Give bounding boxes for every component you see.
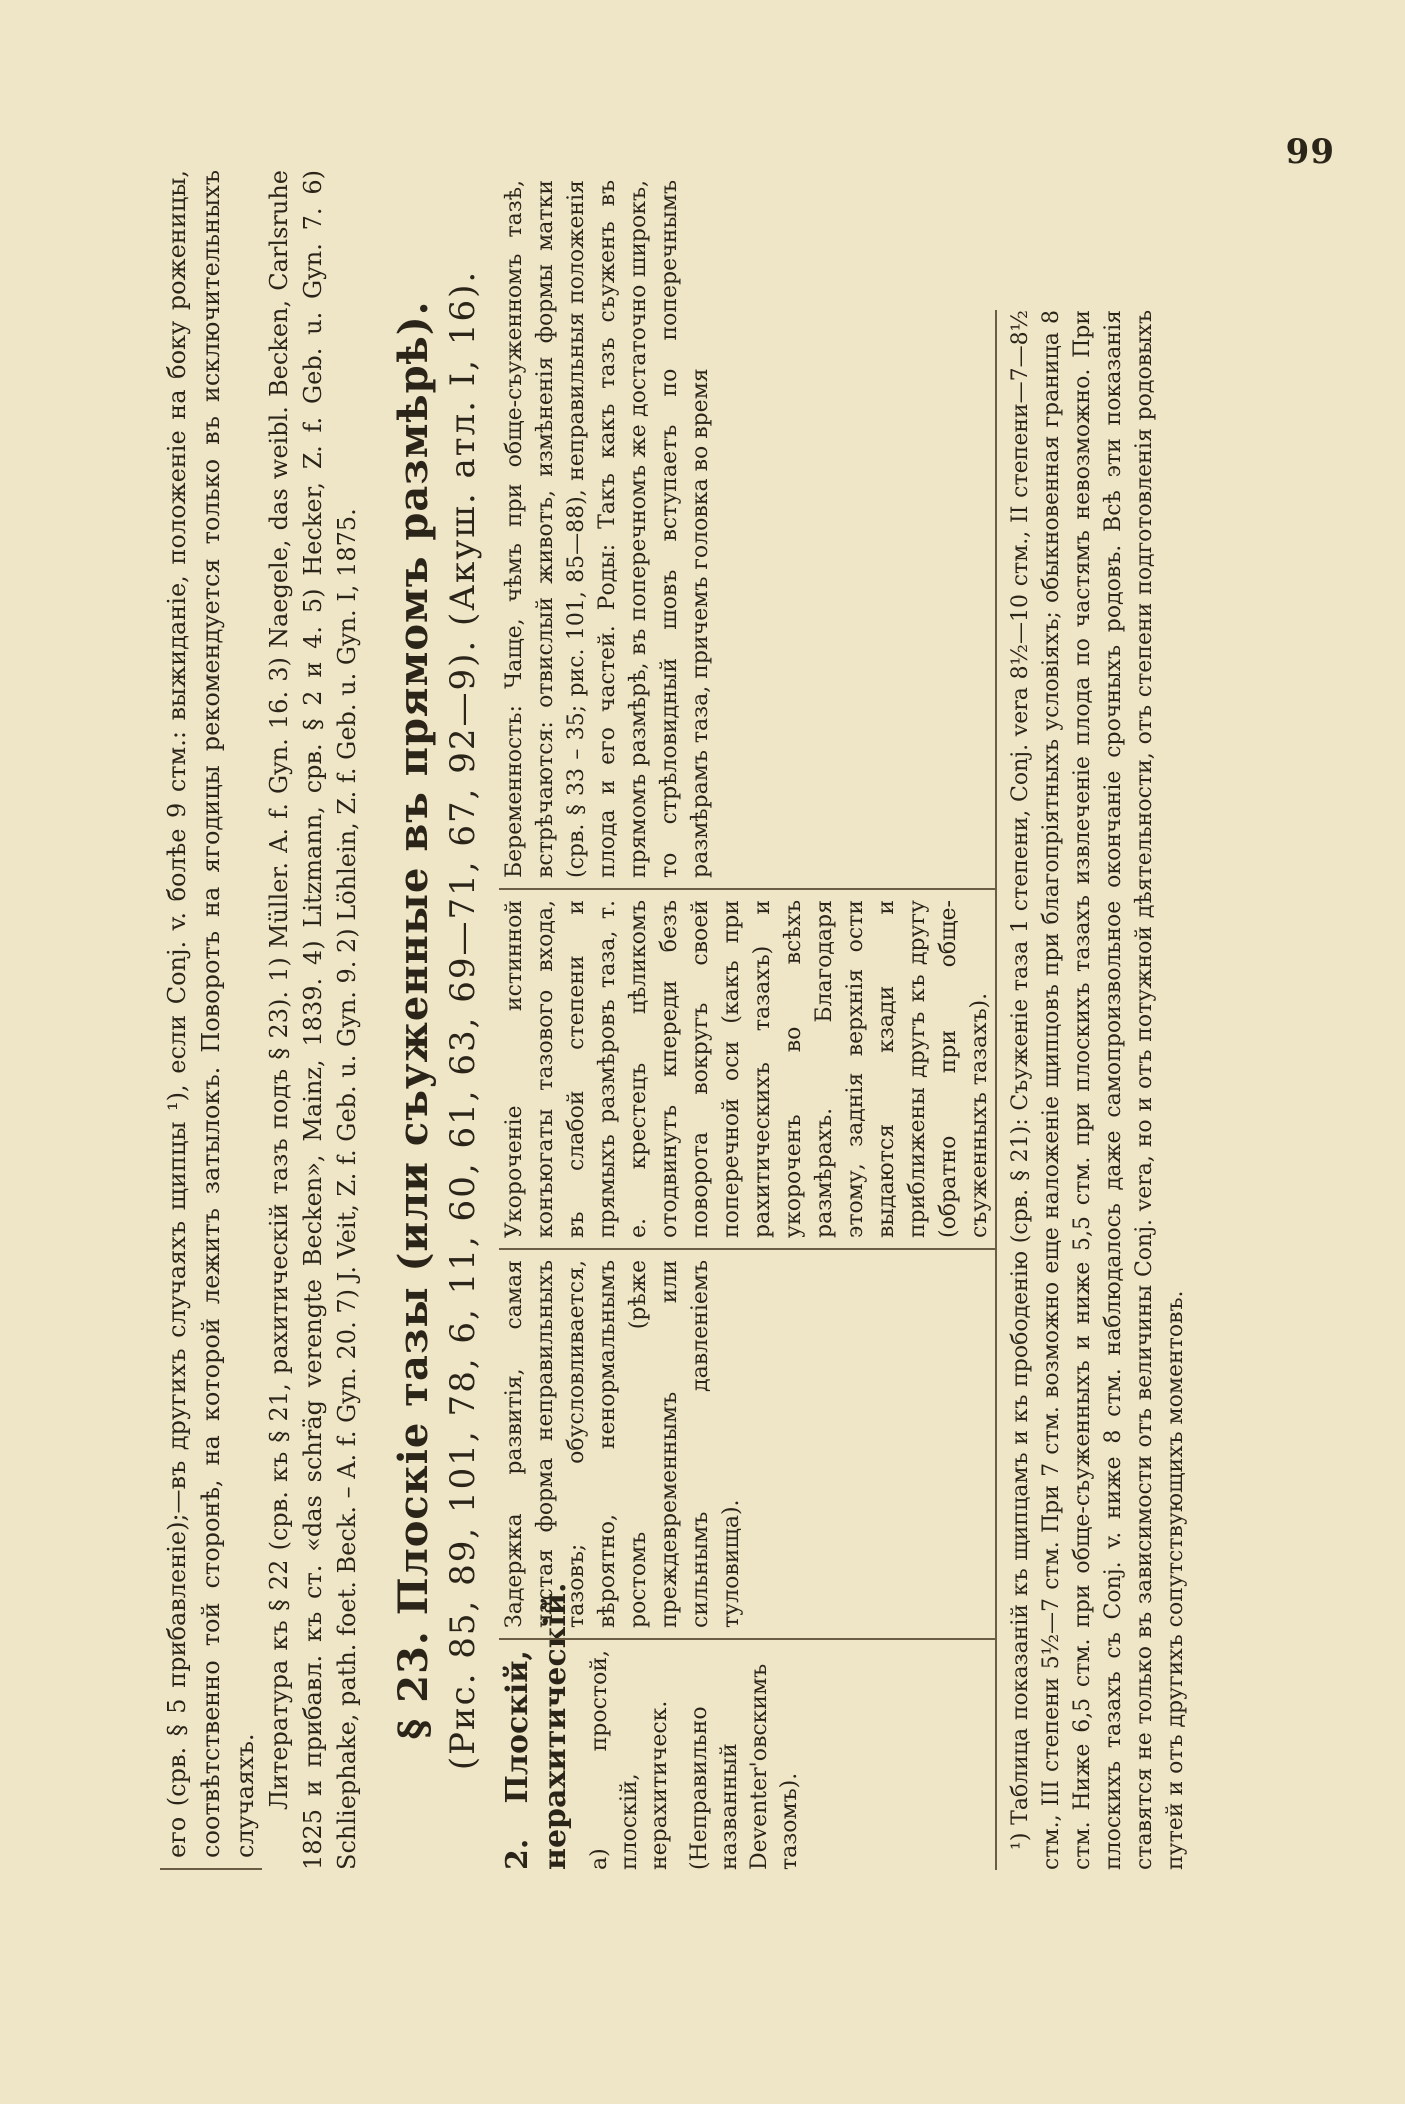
section-heading: § 23. Плоскіе тазы (или съуженные въ прямомъ размѣрѣ). xyxy=(390,300,437,1740)
section-subheading: (Рис. 85, 89, 101, 78, 6, 11, 60, 61, 63, 69—71, 67, 92—9). (Акуш. атл. I, 16). xyxy=(443,269,483,1771)
continued-paragraph: его (срв. § 5 прибавленіе);—въ другихъ случаяхъ щипцы ¹), если Conj. v. болѣе 9 стм.: выжиданіе, положеніе на боку роженицы, соотвѣтственно той сторонѣ, на которой лежитъ затылокъ. Поворотъ на ягодицы рекомендуется только въ исключительныхъ случаяхъ. xyxy=(160,170,262,1870)
literature-paragraph: Литература къ § 22 (срв. къ § 21, рахитическій тазъ подъ § 23). 1) Müller. A. f. Gyn. 16. 3) Naegele, das weibl. Becken, Carlsruhe 1825 и прибавл. къ ст. «das schräg verengte Becken», Mainz, 1839. 4) Litzmann, срв. § 2 и 4. 5) Hecker, Z. f. Geb. u. Gyn. 7. 6) Schlieрhake, path. foet. Beck. – A. f. Gyn. 20. 7) J. Veit, Z. f. Geb. u. Gyn. 9. 2) Löhlein, Z. f. Geb. u. Gyn. I, 1875. xyxy=(265,170,361,1870)
table-col-anatomy: Укороченіе истинной конъюгаты тазового входа, въ слабой степени и прямыхъ размѣровъ таза, т. е. крестецъ цѣликомъ отодвинутъ кпереди безъ поворота вокругъ своей поперечной оси (какъ при рахитическихъ тазахъ) и укороченъ во всѣхъ размѣрахъ. Благодаря этому, заднія верхнія ости выдаются кзади и приближены другъ къ другу (обратно при обще-съуженныхъ тазахъ). xyxy=(499,890,995,1250)
table-col-clinical: Беременность: Чаще, чѣмъ при обще-съуженномъ тазѣ, встрѣчаются: отвислый животъ, измѣненія формы матки (срв. § 33 – 35; рис. 101, 85—88), неправильныя положенія плода и его частей. Роды: Такъ какъ тазъ съуженъ въ прямомъ размѣрѣ, въ поперечномъ же достаточно широкъ, то стрѣловидный шовъ вступаетъ по поперечнымъ размѣрамъ таза, причемъ головка во время xyxy=(499,170,995,890)
type-note: (Неправильно названный Deventer'овскимъ тазомъ). xyxy=(687,1663,802,1870)
page-number: 99 xyxy=(1285,132,1335,172)
type-title: 2. Плоскій, нерахитическій. xyxy=(500,1582,573,1870)
table-col-cause: Задержка развитія, самая частая форма неправильныхъ тазовъ; обусловливается, вѣроятно, ненормальнымъ ростомъ (рѣже преждевременнымъ или сильнымъ давленіемъ туловища). xyxy=(499,1250,995,1640)
table-col-type xyxy=(499,1582,995,1870)
rotated-page-content xyxy=(160,170,1220,1870)
type-subtitle: а) простой, плоскій, нерахитическ. xyxy=(587,1650,672,1870)
footnote: ¹) Таблица показаній къ щипцамъ и къ прободенію (срв. § 21): Съуженіе таза 1 степени, Conj. vera 8½—10 стм., II степени—7—8½ стм., III степени 5½—7 стм. При 7 стм. возможно еще наложеніе щипцовъ при благопріятныхъ условіяхъ; обыкновенная граница 8 стм. Ниже 6,5 стм. при обще-съуженныхъ и ниже 5,5 стм. при плоскихъ тазахъ извлеченіе плода по частямъ невозможно. При плоскихъ тазахъ съ Conj. v. ниже 8 стм. наблюдалось даже самопроизвольное окончаніе срочныхъ родовъ. Всѣ эти показанія ставятся не только въ зависимости отъ величины Conj. vera, но и отъ потужной дѣятельности, отъ степени подготовленія родовыхъ путей и отъ другихъ сопутствующихъ моментовъ. xyxy=(995,310,1191,1870)
pelvis-table xyxy=(499,170,995,1870)
